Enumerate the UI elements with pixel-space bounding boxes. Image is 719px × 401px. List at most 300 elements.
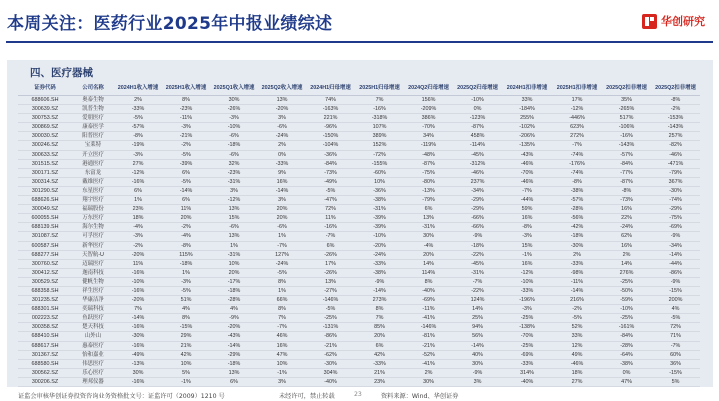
growth-cell: -5% [306,305,355,314]
security-code-cell: 688626.SH [18,196,72,205]
header [0,0,719,46]
growth-cell: 60% [651,350,700,359]
growth-cell: 29% [162,332,210,341]
growth-cell: 20% [355,332,404,341]
growth-cell: 2% [602,250,651,259]
growth-cell: -46% [651,150,700,159]
growth-cell [502,387,552,388]
security-code-cell: 688358.SH [18,286,72,295]
growth-cell: -84% [306,159,355,168]
growth-cell: -5% [114,114,162,123]
growth-cell: -14% [258,186,306,195]
growth-cell: 389% [355,132,404,141]
growth-cell: 13% [306,277,355,286]
growth-cell: 13% [210,205,258,214]
growth-cell: 20% [258,205,306,214]
company-name-cell: 惠泰医疗 [72,341,114,350]
growth-cell: 30% [210,96,258,105]
security-code-cell: 002223.SZ [18,314,72,323]
growth-cell: 1% [114,196,162,205]
growth-cell: -9% [651,277,700,286]
growth-cell: -3% [210,114,258,123]
source-note: 资料来源：Wind、华创证券 [381,393,459,400]
growth-cell: 115% [162,250,210,259]
growth-cell: -3% [502,232,552,241]
company-name-cell: 楚天科技 [72,323,114,332]
growth-cell: -60% [355,168,404,177]
growth-cell: 16% [502,259,552,268]
security-code-cell: 300760.SZ [18,259,72,268]
company-name-cell: 天智航-U [72,250,114,259]
table-row [18,159,700,168]
growth-cell [210,387,258,388]
table-row [18,277,700,286]
growth-cell: 107% [355,123,404,132]
growth-cell: -2% [552,305,602,314]
growth-cell: -40% [306,377,355,386]
growth-cell: -14% [210,341,258,350]
growth-cell: -16% [114,323,162,332]
growth-cell: 8% [162,96,210,105]
growth-cell: -138% [502,323,552,332]
growth-cell: 0% [602,368,651,377]
growth-cell: -16% [602,132,651,141]
growth-cell: -16% [114,268,162,277]
growth-cell: -33% [114,105,162,114]
growth-cell: 49% [552,350,602,359]
growth-cell: 221% [306,114,355,123]
growth-cell: -14% [114,314,162,323]
growth-cell: -18% [453,241,502,250]
growth-cell: -1% [258,368,306,377]
growth-cell: 10% [258,359,306,368]
growth-cell: 30% [114,368,162,377]
table-row [18,177,700,186]
security-code-cell: 688301.SH [18,305,72,314]
growth-cell: -31% [404,223,453,232]
growth-cell: -6% [258,223,306,232]
growth-cell: 62% [602,232,651,241]
growth-cell: -104% [306,141,355,150]
company-name-cell: 戴维医疗 [72,177,114,186]
growth-cell: 458% [453,132,502,141]
growth-cell: 72% [306,205,355,214]
growth-cell: -48% [404,150,453,159]
growth-cell: 35% [602,96,651,105]
security-code-cell: 300639.SZ [18,105,72,114]
company-name-cell: 宝莱特 [72,141,114,150]
growth-cell: 17% [552,96,602,105]
growth-cell: -81% [404,332,453,341]
table-row [18,377,700,386]
growth-cell: -143% [651,123,700,132]
growth-cell: -75% [404,168,453,177]
growth-cell: -38% [552,186,602,195]
growth-cell: -87% [602,177,651,186]
growth-cell: -38% [355,268,404,277]
company-name-cell [72,387,114,388]
growth-cell: -5% [162,177,210,186]
growth-cell: 367% [651,177,700,186]
growth-cell: -7% [651,341,700,350]
growth-cell: 8% [355,305,404,314]
growth-cell: -15% [162,323,210,332]
growth-cell: 46% [258,332,306,341]
table-row [18,196,700,205]
security-code-cell: 300358.SZ [18,323,72,332]
growth-cell: -7% [258,323,306,332]
growth-cell: -150% [306,132,355,141]
growth-cell: -9% [210,314,258,323]
growth-cell [162,387,210,388]
growth-cell: -5% [651,314,700,323]
growth-cell: -6% [210,150,258,159]
growth-cell: -209% [404,105,453,114]
section-title: 四、医疗器械 [30,67,93,79]
growth-cell: -87% [453,123,502,132]
growth-cell: 42% [355,350,404,359]
company-name-cell: 阳普医疗 [72,132,114,141]
growth-cell: -33% [258,159,306,168]
company-name-cell: 海尔生物 [72,223,114,232]
growth-cell: 71% [651,332,700,341]
growth-cell: -41% [404,359,453,368]
growth-cell: -70% [502,332,552,341]
growth-cell: -31% [355,205,404,214]
security-code-cell: 688580.SH [18,359,72,368]
growth-cell: 6% [210,377,258,386]
security-code-cell: 300171.SZ [18,168,72,177]
growth-cell: 7% [355,314,404,323]
growth-cell: -62% [306,350,355,359]
growth-cell: 2% [404,368,453,377]
growth-cell: -119% [404,141,453,150]
table-body [18,96,700,388]
growth-cell: 20% [258,214,306,223]
growth-cell: 1% [210,241,258,250]
growth-cell: -31% [210,177,258,186]
growth-cell [453,387,502,388]
growth-cell: -49% [306,177,355,186]
growth-cell: -74% [552,168,602,177]
growth-cell: -36% [306,150,355,159]
security-code-cell: 301235.SZ [18,296,72,305]
growth-cell: -114% [453,141,502,150]
growth-cell: -3% [114,150,162,159]
growth-cell: -11% [552,277,602,286]
growth-cell: 3% [210,186,258,195]
growth-cell [404,387,453,388]
growth-cell: 6% [404,205,453,214]
growth-cell: 10% [355,177,404,186]
table-row [18,359,700,368]
growth-cell: -312% [453,159,502,168]
growth-cell: 18% [552,368,602,377]
growth-cell: -26% [306,250,355,259]
brand-logo-text: 华创研究 [661,15,705,28]
growth-cell: 27% [552,377,602,386]
growth-cell: -18% [210,141,258,150]
growth-cell: -46% [453,168,502,177]
growth-cell: -1% [502,250,552,259]
growth-cell: -7% [502,186,552,195]
growth-cell: 1% [258,286,306,295]
growth-cell: 257% [651,132,700,141]
growth-cell: -40% [502,377,552,386]
growth-cell: 23% [355,377,404,386]
growth-cell: -57% [602,150,651,159]
security-code-cell: 688277.SH [18,250,72,259]
growth-cell: 9% [258,168,306,177]
growth-cell: 6% [162,168,210,177]
growth-cell: 51% [162,296,210,305]
growth-cell: -206% [502,132,552,141]
growth-cell: -30% [651,186,700,195]
security-code-cell [18,387,72,388]
company-name-cell: 奥泰生物 [72,96,114,105]
growth-cell: 7% [258,314,306,323]
license-note: 证监会审核华创证券投资咨询业务资格批文号：证监许可（2009）1210 号 [18,393,225,400]
growth-cell: -2% [651,105,700,114]
growth-cell: -10% [453,96,502,105]
growth-cell: 8% [258,305,306,314]
growth-cell: -69% [651,223,700,232]
growth-cell: 25% [453,314,502,323]
growth-cell: 8% [404,277,453,286]
growth-cell: 114% [404,268,453,277]
growth-cell: 237% [453,177,502,186]
growth-cell: 12% [552,341,602,350]
growth-cell: -82% [651,141,700,150]
growth-cell: -163% [306,105,355,114]
table-row [18,341,700,350]
column-header: 2024Q2归母增速 [404,82,453,96]
growth-cell: -70% [404,123,453,132]
growth-cell: -28% [552,205,602,214]
security-code-cell: 301087.SZ [18,232,72,241]
security-code-cell: 300562.SZ [18,368,72,377]
growth-cell: -39% [162,159,210,168]
company-name-cell: 万东医疗 [72,214,114,223]
table-row [18,286,700,295]
growth-cell: -22% [453,286,502,295]
growth-cell: -84% [602,159,651,168]
growth-cell: -28% [602,341,651,350]
growth-cell: -84% [602,332,651,341]
growth-cell: -9% [355,277,404,286]
growth-cell [306,387,355,388]
table-row [18,205,700,214]
growth-cell: -16% [114,177,162,186]
growth-cell: -196% [502,296,552,305]
growth-cell: -80% [404,177,453,186]
growth-cell: -176% [552,159,602,168]
table-row [18,123,700,132]
growth-cell: -8% [502,223,552,232]
growth-cell: -8% [602,186,651,195]
growth-cell: -47% [306,196,355,205]
column-header: 2025Q2收入增速 [258,82,306,96]
growth-cell: -26% [210,105,258,114]
growth-cell: -18% [162,259,210,268]
growth-cell: -5% [552,314,602,323]
growth-cell: 8% [258,277,306,286]
table-row [18,132,700,141]
company-name-cell: 新华医疗 [72,241,114,250]
growth-cell: -46% [502,177,552,186]
growth-cell: 20% [162,214,210,223]
growth-cell: -56% [552,214,602,223]
column-header: 2025H1扣非增速 [552,82,602,96]
growth-cell: 2% [114,96,162,105]
security-code-cell: 301367.SZ [18,350,72,359]
growth-cell: 4% [651,305,700,314]
security-code-cell: 688139.SH [18,223,72,232]
growth-cell [114,387,162,388]
growth-cell: 36% [651,359,700,368]
growth-cell: 42% [162,350,210,359]
growth-cell: -74% [651,196,700,205]
growth-cell: 127% [258,250,306,259]
growth-cell: 6% [306,241,355,250]
growth-cell: -8% [651,96,700,105]
growth-cell: 152% [355,141,404,150]
growth-cell: 5% [651,377,700,386]
table-row [18,232,700,241]
growth-cell: -135% [502,141,552,150]
table-row [18,150,700,159]
growth-cell: -6% [258,123,306,132]
growth-cell: -4% [114,223,162,232]
growth-cell: 11% [162,205,210,214]
security-code-cell: 688617.SH [18,341,72,350]
growth-cell: -34% [453,186,502,195]
growth-cell: 27% [114,159,162,168]
growth-cell: -3% [162,277,210,286]
security-code-cell: 300753.SZ [18,114,72,123]
growth-cell: 94% [453,323,502,332]
growth-cell: -1% [162,377,210,386]
table-row [18,223,700,232]
growth-cell: -265% [602,105,651,114]
growth-cell: -33% [502,286,552,295]
company-name-cell: 理邦仪器 [72,377,114,386]
growth-cell: -52% [404,350,453,359]
growth-cell: -23% [210,168,258,177]
column-header: 2024H1归母增速 [306,82,355,96]
growth-cell: 30% [404,232,453,241]
growth-cell: 52% [552,323,602,332]
growth-cell: 10% [162,359,210,368]
growth-cell: 2% [258,141,306,150]
growth-cell: 0% [258,150,306,159]
table-row [18,368,700,377]
growth-cell: 17% [306,259,355,268]
growth-cell: -18% [552,232,602,241]
table-row [18,323,700,332]
company-name-cell: 可孚医疗 [72,232,114,241]
growth-cell: 14% [404,259,453,268]
growth-cell: 3% [258,114,306,123]
growth-cell: -29% [453,196,502,205]
growth-cell: -10% [355,232,404,241]
company-name-cell: 健帆生物 [72,277,114,286]
growth-cell: -50% [602,286,651,295]
table-row [18,214,700,223]
growth-cell: 13% [210,232,258,241]
table-row [18,141,700,150]
growth-cell: -2% [162,223,210,232]
growth-cell: -24% [258,132,306,141]
growth-cell: -146% [306,296,355,305]
table-row [18,305,700,314]
growth-cell: -69% [502,350,552,359]
growth-cell: 124% [453,296,502,305]
growth-cell: -69% [404,296,453,305]
growth-cell: 72% [651,323,700,332]
growth-cell: -98% [552,268,602,277]
growth-cell: -46% [502,159,552,168]
growth-cell: -3% [114,232,162,241]
title-divider [6,41,713,43]
company-name-cell: 华康洁净 [72,296,114,305]
company-name-cell: 乐心医疗 [72,368,114,377]
growth-cell: 7% [355,96,404,105]
table-row [18,332,700,341]
growth-cell: -66% [453,223,502,232]
growth-cell: -471% [651,159,700,168]
growth-cell: 2% [552,250,602,259]
growth-cell: 517% [602,114,651,123]
growth-cell: 13% [404,214,453,223]
column-header: 2024H1收入增速 [114,82,162,96]
growth-cell: -16% [114,286,162,295]
earnings-table-wrap [18,82,700,387]
growth-cell [258,387,306,388]
security-code-cell: 300246.SZ [18,141,72,150]
growth-cell: -18% [210,286,258,295]
content-panel [7,60,713,387]
security-code-cell: 300049.SZ [18,205,72,214]
growth-cell: 7% [114,305,162,314]
growth-cell: -20% [114,250,162,259]
column-header: 2025H1归母增速 [355,82,404,96]
growth-cell: 47% [602,377,651,386]
brand-logo [642,13,705,29]
growth-cell [651,387,700,388]
growth-cell: 21% [355,368,404,377]
growth-cell: -66% [453,214,502,223]
growth-cell: 21% [162,341,210,350]
growth-cell: 47% [258,350,306,359]
growth-cell: 56% [453,332,502,341]
growth-cell: -33% [502,359,552,368]
growth-cell: 6% [355,341,404,350]
company-name-cell: 东富龙 [72,168,114,177]
growth-cell: -15% [651,286,700,295]
growth-cell: 13% [258,96,306,105]
table-row [18,241,700,250]
growth-cell: 15% [210,214,258,223]
company-name-cell: 迦南科技 [72,268,114,277]
earnings-table [18,82,700,387]
growth-cell: -23% [162,105,210,114]
growth-cell: -10% [114,277,162,286]
growth-cell: -64% [602,350,651,359]
growth-cell: -79% [651,168,700,177]
growth-cell: -106% [602,123,651,132]
growth-cell: -31% [210,250,258,259]
